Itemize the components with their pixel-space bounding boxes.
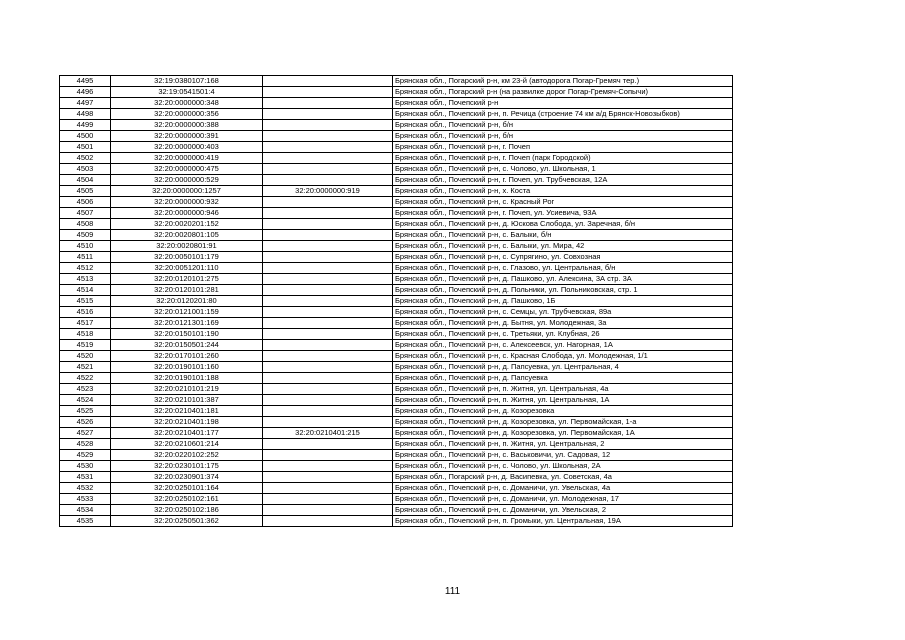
second-cadastral-number-cell — [263, 362, 393, 373]
table-row — [60, 329, 733, 340]
second-cadastral-number-cell — [263, 197, 393, 208]
row-number-cell: 4513 — [60, 274, 111, 285]
table-row — [60, 296, 733, 307]
second-cadastral-number-cell — [263, 483, 393, 494]
table-row — [60, 395, 733, 406]
address-cell: Брянская обл., Почепский р-н, д. Папсуевка — [393, 373, 733, 384]
row-number-cell: 4502 — [60, 153, 111, 164]
address-cell: Брянская обл., Почепский р-н, д. Пашково, 1Б — [393, 296, 733, 307]
table-row — [60, 307, 733, 318]
address-cell: Брянская обл., Почепский р-н, д. Папсуевка, ул. Центральная, 4 — [393, 362, 733, 373]
registry-table — [59, 75, 733, 527]
cadastral-number-cell: 32:20:0190101:160 — [111, 362, 263, 373]
address-cell: Брянская обл., Погарский р-н (на развилке дорог Погар-Гремяч-Сопычи) — [393, 87, 733, 98]
row-number-cell: 4517 — [60, 318, 111, 329]
second-cadastral-number-cell — [263, 329, 393, 340]
address-cell: Брянская обл., Почепский р-н, п. Житня, ул. Центральная, 4а — [393, 384, 733, 395]
address-cell: Брянская обл., Почепский р-н, г. Почеп, ул. Трубчевская, 12А — [393, 175, 733, 186]
table-row — [60, 87, 733, 98]
table-row — [60, 186, 733, 197]
row-number-cell: 4509 — [60, 230, 111, 241]
second-cadastral-number-cell — [263, 153, 393, 164]
row-number-cell: 4497 — [60, 98, 111, 109]
second-cadastral-number-cell — [263, 164, 393, 175]
table-row — [60, 406, 733, 417]
row-number-cell: 4523 — [60, 384, 111, 395]
second-cadastral-number-cell — [263, 439, 393, 450]
second-cadastral-number-cell — [263, 274, 393, 285]
cadastral-number-cell: 32:20:0120201:80 — [111, 296, 263, 307]
table-row — [60, 428, 733, 439]
cadastral-number-cell: 32:20:0210601:214 — [111, 439, 263, 450]
table-row — [60, 131, 733, 142]
row-number-cell: 4531 — [60, 472, 111, 483]
second-cadastral-number-cell — [263, 241, 393, 252]
page-number: 111 — [444, 586, 461, 597]
second-cadastral-number-cell — [263, 142, 393, 153]
row-number-cell: 4498 — [60, 109, 111, 120]
cadastral-number-cell: 32:20:0230901:374 — [111, 472, 263, 483]
cadastral-number-cell: 32:20:0210401:198 — [111, 417, 263, 428]
address-cell: Брянская обл., Погарский р-н, д. Васипевка, ул. Советская, 4а — [393, 472, 733, 483]
cadastral-number-cell: 32:20:0250102:186 — [111, 505, 263, 516]
row-number-cell: 4532 — [60, 483, 111, 494]
address-cell: Брянская обл., Почепский р-н, п. Житня, ул. Центральная, 1А — [393, 395, 733, 406]
row-number-cell: 4501 — [60, 142, 111, 153]
table-row — [60, 175, 733, 186]
second-cadastral-number-cell — [263, 263, 393, 274]
table-row — [60, 439, 733, 450]
table-row — [60, 120, 733, 131]
cadastral-number-cell: 32:20:0120101:275 — [111, 274, 263, 285]
table-row — [60, 153, 733, 164]
cadastral-number-cell: 32:20:0020201:152 — [111, 219, 263, 230]
row-number-cell: 4507 — [60, 208, 111, 219]
address-cell: Брянская обл., Почепский р-н, с. Балыки, ул. Мира, 42 — [393, 241, 733, 252]
cadastral-number-cell: 32:19:0380107:168 — [111, 76, 263, 87]
row-number-cell: 4510 — [60, 241, 111, 252]
table-row — [60, 384, 733, 395]
address-cell: Брянская обл., Почепский р-н, с. Алексеевск, ул. Нагорная, 1А — [393, 340, 733, 351]
second-cadastral-number-cell — [263, 494, 393, 505]
address-cell: Брянская обл., Почепский р-н, д. Бытня, ул. Молодежная, 3а — [393, 318, 733, 329]
row-number-cell: 4524 — [60, 395, 111, 406]
table-row — [60, 450, 733, 461]
cadastral-number-cell: 32:20:0210101:387 — [111, 395, 263, 406]
cadastral-number-cell: 32:20:0190101:188 — [111, 373, 263, 384]
cadastral-number-cell: 32:20:0000000:403 — [111, 142, 263, 153]
address-cell: Брянская обл., Почепский р-н, с. Третьяки, ул. Клубная, 26 — [393, 329, 733, 340]
table-row — [60, 351, 733, 362]
address-cell: Брянская обл., Почепский р-н — [393, 98, 733, 109]
row-number-cell: 4530 — [60, 461, 111, 472]
address-cell: Брянская обл., Почепский р-н, б/н — [393, 131, 733, 142]
second-cadastral-number-cell — [263, 505, 393, 516]
address-cell: Брянская обл., Почепский р-н, г. Почеп (парк Городской) — [393, 153, 733, 164]
cadastral-number-cell: 32:20:0150101:190 — [111, 329, 263, 340]
second-cadastral-number-cell — [263, 373, 393, 384]
table-row — [60, 197, 733, 208]
table-row — [60, 164, 733, 175]
row-number-cell: 4533 — [60, 494, 111, 505]
table-row — [60, 208, 733, 219]
second-cadastral-number-cell — [263, 351, 393, 362]
address-cell: Брянская обл., Почепский р-н, с. Красный Рог — [393, 197, 733, 208]
cadastral-number-cell: 32:20:0020801:91 — [111, 241, 263, 252]
row-number-cell: 4521 — [60, 362, 111, 373]
second-cadastral-number-cell — [263, 318, 393, 329]
address-cell: Брянская обл., Почепский р-н, г. Почеп — [393, 142, 733, 153]
address-cell: Брянская обл., Погарский р-н, км 23-й (автодорога Погар-Гремяч тер.) — [393, 76, 733, 87]
cadastral-number-cell: 32:20:0250101:164 — [111, 483, 263, 494]
cadastral-number-cell: 32:20:0000000:529 — [111, 175, 263, 186]
address-cell: Брянская обл., Почепский р-н, п. Речица (строение 74 км а/д Брянск-Новозыбков) — [393, 109, 733, 120]
address-cell: Брянская обл., Почепский р-н, с. Чолово, ул. Школьная, 2А — [393, 461, 733, 472]
table-row — [60, 230, 733, 241]
cadastral-number-cell: 32:20:0210401:181 — [111, 406, 263, 417]
address-cell: Брянская обл., Почепский р-н, д. Юскова Слобода, ул. Заречная, б/н — [393, 219, 733, 230]
table-row — [60, 472, 733, 483]
cadastral-number-cell: 32:20:0000000:475 — [111, 164, 263, 175]
table-row — [60, 219, 733, 230]
row-number-cell: 4525 — [60, 406, 111, 417]
cadastral-number-cell: 32:20:0000000:388 — [111, 120, 263, 131]
address-cell: Брянская обл., Почепский р-н, с. Красная Слобода, ул. Молодежная, 1/1 — [393, 351, 733, 362]
row-number-cell: 4500 — [60, 131, 111, 142]
second-cadastral-number-cell — [263, 131, 393, 142]
address-cell: Брянская обл., Почепский р-н, п. Житня, ул. Центральная, 2 — [393, 439, 733, 450]
row-number-cell: 4511 — [60, 252, 111, 263]
second-cadastral-number-cell — [263, 87, 393, 98]
cadastral-number-cell: 32:20:0000000:932 — [111, 197, 263, 208]
second-cadastral-number-cell — [263, 252, 393, 263]
cadastral-number-cell: 32:20:0051201:110 — [111, 263, 263, 274]
cadastral-number-cell: 32:20:0150501:244 — [111, 340, 263, 351]
address-cell: Брянская обл., Почепский р-н, д. Пашково, ул. Алексина, 3А стр. 3А — [393, 274, 733, 285]
row-number-cell: 4504 — [60, 175, 111, 186]
cadastral-number-cell: 32:20:0000000:946 — [111, 208, 263, 219]
row-number-cell: 4535 — [60, 516, 111, 527]
second-cadastral-number-cell — [263, 340, 393, 351]
cadastral-number-cell: 32:20:0020801:105 — [111, 230, 263, 241]
table-row — [60, 340, 733, 351]
table-row — [60, 318, 733, 329]
cadastral-number-cell: 32:20:0050101:179 — [111, 252, 263, 263]
row-number-cell: 4520 — [60, 351, 111, 362]
row-number-cell: 4527 — [60, 428, 111, 439]
second-cadastral-number-cell — [263, 109, 393, 120]
second-cadastral-number-cell — [263, 219, 393, 230]
row-number-cell: 4528 — [60, 439, 111, 450]
row-number-cell: 4526 — [60, 417, 111, 428]
address-cell: Брянская обл., Почепский р-н, п. Громыки, ул. Центральная, 19А — [393, 516, 733, 527]
second-cadastral-number-cell — [263, 384, 393, 395]
table-row — [60, 109, 733, 120]
table-row — [60, 362, 733, 373]
row-number-cell: 4512 — [60, 263, 111, 274]
row-number-cell: 4516 — [60, 307, 111, 318]
second-cadastral-number-cell — [263, 472, 393, 483]
second-cadastral-number-cell — [263, 406, 393, 417]
cadastral-number-cell: 32:20:0220102:252 — [111, 450, 263, 461]
second-cadastral-number-cell — [263, 230, 393, 241]
second-cadastral-number-cell — [263, 395, 393, 406]
row-number-cell: 4503 — [60, 164, 111, 175]
address-cell: Брянская обл., Почепский р-н, с. Доманичи, ул. Молодежная, 17 — [393, 494, 733, 505]
cadastral-number-cell: 32:20:0000000:391 — [111, 131, 263, 142]
row-number-cell: 4519 — [60, 340, 111, 351]
second-cadastral-number-cell — [263, 461, 393, 472]
cadastral-number-cell: 32:20:0000000:356 — [111, 109, 263, 120]
address-cell: Брянская обл., Почепский р-н, с. Семцы, ул. Трубчевская, 89а — [393, 307, 733, 318]
registry-table-body — [60, 76, 733, 527]
cadastral-number-cell: 32:20:0230101:175 — [111, 461, 263, 472]
row-number-cell: 4495 — [60, 76, 111, 87]
table-row — [60, 142, 733, 153]
table-row — [60, 263, 733, 274]
table-row — [60, 285, 733, 296]
row-number-cell: 4508 — [60, 219, 111, 230]
address-cell: Брянская обл., Почепский р-н, с. Чолово, ул. Школьная, 1 — [393, 164, 733, 175]
table-row — [60, 241, 733, 252]
second-cadastral-number-cell: 32:20:0000000:919 — [263, 186, 393, 197]
table-row — [60, 483, 733, 494]
second-cadastral-number-cell — [263, 307, 393, 318]
address-cell: Брянская обл., Почепский р-н, д. Козорезовка, ул. Первомайская, 1А — [393, 428, 733, 439]
row-number-cell: 4496 — [60, 87, 111, 98]
row-number-cell: 4499 — [60, 120, 111, 131]
cadastral-number-cell: 32:20:0000000:348 — [111, 98, 263, 109]
cadastral-number-cell: 32:20:0250102:161 — [111, 494, 263, 505]
table-row — [60, 516, 733, 527]
table-row — [60, 274, 733, 285]
second-cadastral-number-cell — [263, 98, 393, 109]
table-row — [60, 505, 733, 516]
address-cell: Брянская обл., Почепский р-н, с. Васьковичи, ул. Садовая, 12 — [393, 450, 733, 461]
table-row — [60, 252, 733, 263]
second-cadastral-number-cell — [263, 450, 393, 461]
cadastral-number-cell: 32:20:0210401:177 — [111, 428, 263, 439]
table-row — [60, 417, 733, 428]
table-row — [60, 461, 733, 472]
second-cadastral-number-cell — [263, 120, 393, 131]
address-cell: Брянская обл., Почепский р-н, с. Доманичи, ул. Увельская, 4а — [393, 483, 733, 494]
row-number-cell: 4518 — [60, 329, 111, 340]
second-cadastral-number-cell — [263, 417, 393, 428]
address-cell: Брянская обл., Почепский р-н, с. Доманичи, ул. Увельская, 2 — [393, 505, 733, 516]
cadastral-number-cell: 32:20:0121301:169 — [111, 318, 263, 329]
table-row — [60, 494, 733, 505]
address-cell: Брянская обл., Почепский р-н, х. Коста — [393, 186, 733, 197]
cadastral-number-cell: 32:20:0121001:159 — [111, 307, 263, 318]
address-cell: Брянская обл., Почепский р-н, б/н — [393, 120, 733, 131]
address-cell: Брянская обл., Почепский р-н, г. Почеп, ул. Усиевича, 93А — [393, 208, 733, 219]
second-cadastral-number-cell — [263, 208, 393, 219]
row-number-cell: 4505 — [60, 186, 111, 197]
cadastral-number-cell: 32:19:0541501:4 — [111, 87, 263, 98]
cadastral-number-cell: 32:20:0000000:419 — [111, 153, 263, 164]
cadastral-number-cell: 32:20:0120101:281 — [111, 285, 263, 296]
address-cell: Брянская обл., Почепский р-н, д. Козорезовка, ул. Первомайская, 1-а — [393, 417, 733, 428]
cadastral-number-cell: 32:20:0170101:260 — [111, 351, 263, 362]
second-cadastral-number-cell — [263, 296, 393, 307]
second-cadastral-number-cell: 32:20:0210401:215 — [263, 428, 393, 439]
row-number-cell: 4529 — [60, 450, 111, 461]
row-number-cell: 4506 — [60, 197, 111, 208]
second-cadastral-number-cell — [263, 175, 393, 186]
second-cadastral-number-cell — [263, 76, 393, 87]
row-number-cell: 4514 — [60, 285, 111, 296]
cadastral-number-cell: 32:20:0000000:1257 — [111, 186, 263, 197]
row-number-cell: 4534 — [60, 505, 111, 516]
second-cadastral-number-cell — [263, 285, 393, 296]
address-cell: Брянская обл., Почепский р-н, с. Супрягино, ул. Совхозная — [393, 252, 733, 263]
address-cell: Брянская обл., Почепский р-н, д. Польники, ул. Польниковская, стр. 1 — [393, 285, 733, 296]
row-number-cell: 4522 — [60, 373, 111, 384]
cadastral-number-cell: 32:20:0250501:362 — [111, 516, 263, 527]
cadastral-number-cell: 32:20:0210101:219 — [111, 384, 263, 395]
second-cadastral-number-cell — [263, 516, 393, 527]
address-cell: Брянская обл., Почепский р-н, д. Козорезовка — [393, 406, 733, 417]
address-cell: Брянская обл., Почепский р-н, с. Балыки, б/н — [393, 230, 733, 241]
table-row — [60, 373, 733, 384]
address-cell: Брянская обл., Почепский р-н, с. Глазово, ул. Центральная, б/н — [393, 263, 733, 274]
table-row — [60, 76, 733, 87]
table-row — [60, 98, 733, 109]
row-number-cell: 4515 — [60, 296, 111, 307]
